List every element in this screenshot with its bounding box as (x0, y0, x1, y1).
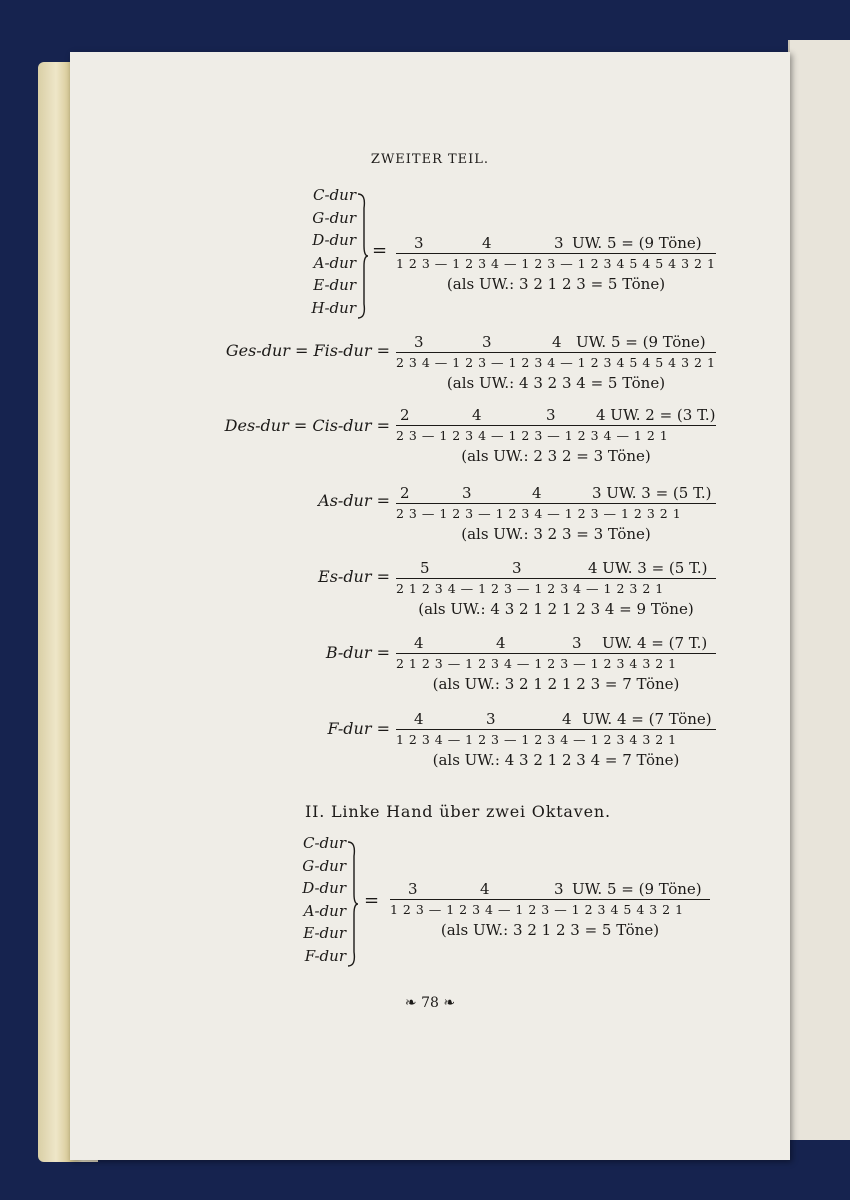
key-label: Des-dur = Cis-dur = (224, 416, 390, 435)
key-name: G-dur (302, 856, 346, 875)
finger-number: 4 UW. 3 = (5 T.) (588, 559, 708, 577)
fingering-note: (als UW.: 4 3 2 3 4 = 5 Töne) (446, 374, 666, 392)
finger-number: 4 UW. 2 = (3 T.) (596, 406, 716, 424)
finger-number: UW. 4 = (7 T.) (602, 634, 708, 652)
finger-number: 4 (414, 634, 424, 652)
finger-number: 3 (554, 880, 564, 898)
finger-number: 4 (496, 634, 506, 652)
key-name: H-dur (311, 298, 356, 317)
finger-number: 4 (472, 406, 482, 424)
key-name: C-dur (313, 186, 356, 204)
finger-number: 4 (414, 710, 424, 728)
fingering-fraction-7 (396, 708, 716, 771)
fingering-sequence: 2 3 4 — 1 2 3 — 1 2 3 4 — 1 2 3 4 5 4 5 4 3 2 1 (396, 355, 716, 370)
finger-number: 2 (400, 484, 410, 502)
finger-number: 3 (414, 234, 424, 252)
fingering-fraction-3 (396, 404, 716, 467)
fingering-sequence: 1 2 3 — 1 2 3 4 — 1 2 3 — 1 2 3 4 5 4 3 2 1 (390, 902, 684, 917)
finger-number: 3 (462, 484, 472, 502)
fingering-fraction-4 (396, 482, 716, 545)
key-list-2 (256, 832, 346, 967)
finger-number: 2 (400, 406, 410, 424)
key-name: G-dur (312, 208, 356, 227)
page-number: ❧ 78 ❧ (404, 995, 456, 1011)
key-label: B-dur = (325, 643, 390, 662)
fingering-note: (als UW.: 3 2 1 2 1 2 3 = 7 Töne) (432, 675, 680, 693)
finger-number: 4 (482, 234, 492, 252)
fingering-sequence: 2 1 2 3 4 — 1 2 3 — 1 2 3 4 — 1 2 3 2 1 (396, 581, 664, 596)
key-list-1 (266, 184, 356, 319)
brace-icon (356, 192, 370, 320)
equals-sign: = (372, 240, 388, 261)
page-header: ZWEITER TEIL. (370, 152, 490, 167)
finger-number: 3 (572, 634, 582, 652)
fingering-sequence: 2 3 — 1 2 3 — 1 2 3 4 — 1 2 3 — 1 2 3 2 1 (396, 506, 682, 521)
fingering-note: (als UW.: 3 2 3 = 3 Töne) (461, 525, 651, 543)
book-page (70, 52, 790, 1160)
fingering-note: (als UW.: 2 3 2 = 3 Töne) (461, 447, 651, 465)
key-label: Es-dur = (318, 567, 390, 586)
fingering-fraction-6 (396, 632, 716, 695)
finger-number: 4 (552, 333, 562, 351)
finger-number: 3 (546, 406, 556, 424)
fingering-fraction-8 (390, 878, 710, 941)
finger-number: 3 (414, 333, 424, 351)
key-name: A-dur (313, 253, 356, 272)
key-name: D-dur (302, 879, 346, 897)
fingering-fraction-1 (396, 232, 716, 295)
fingering-note: (als UW.: 3 2 1 2 3 = 5 Töne) (446, 275, 666, 293)
fingering-sequence: 2 1 2 3 — 1 2 3 4 — 1 2 3 — 1 2 3 4 3 2 1 (396, 656, 677, 671)
key-name: C-dur (303, 834, 346, 852)
fingering-fraction-5 (396, 557, 716, 620)
finger-number: UW. 5 = (9 Töne) (572, 234, 702, 252)
finger-number: 3 UW. 3 = (5 T.) (592, 484, 712, 502)
fingering-sequence: 1 2 3 4 — 1 2 3 — 1 2 3 4 — 1 2 3 4 3 2 1 (396, 732, 677, 747)
fingering-sequence: 2 3 — 1 2 3 4 — 1 2 3 — 1 2 3 4 — 1 2 1 (396, 428, 669, 443)
finger-number: 3 (486, 710, 496, 728)
equals-sign: = (364, 890, 380, 911)
finger-number: UW. 5 = (9 Töne) (572, 880, 702, 898)
key-name: E-dur (313, 276, 356, 294)
next-page-edge (788, 40, 850, 1140)
key-name: F-dur (304, 946, 346, 965)
fingering-sequence: 1 2 3 — 1 2 3 4 — 1 2 3 — 1 2 3 4 5 4 5 4 3 2 1 (396, 256, 716, 271)
key-name: E-dur (303, 924, 346, 942)
finger-number: 4 (480, 880, 490, 898)
finger-number: UW. 5 = (9 Töne) (576, 333, 706, 351)
finger-number: 4 (562, 710, 572, 728)
fingering-note: (als UW.: 4 3 2 1 2 3 4 = 7 Töne) (432, 751, 680, 769)
finger-number: 3 (512, 559, 522, 577)
finger-number: 3 (482, 333, 492, 351)
fingering-fraction-2 (396, 331, 716, 394)
brace-icon (346, 840, 360, 968)
key-label: F-dur = (327, 719, 390, 738)
key-name: D-dur (312, 231, 356, 249)
section-title: II. Linke Hand über zwei Oktaven. (305, 802, 611, 821)
finger-number: 3 (554, 234, 564, 252)
finger-number: 5 (420, 559, 430, 577)
finger-number: UW. 4 = (7 Töne) (582, 710, 712, 728)
fingering-note: (als UW.: 3 2 1 2 3 = 5 Töne) (440, 921, 660, 939)
key-label: Ges-dur = Fis-dur = (225, 341, 390, 360)
finger-number: 4 (532, 484, 542, 502)
fingering-note: (als UW.: 4 3 2 1 2 1 2 3 4 = 9 Töne) (418, 600, 694, 618)
key-label: As-dur = (318, 491, 390, 510)
key-name: A-dur (303, 901, 346, 920)
finger-number: 3 (408, 880, 418, 898)
